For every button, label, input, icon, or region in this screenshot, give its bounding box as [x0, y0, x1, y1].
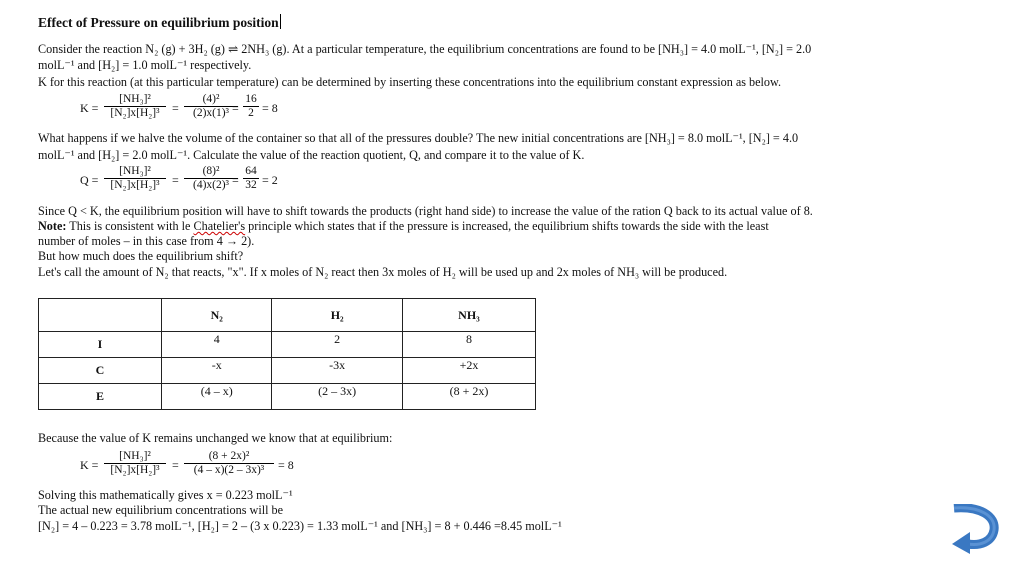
eq2-num1: [NH₃]²	[104, 165, 166, 179]
eq2-den2: (4)x(2)³	[192, 179, 230, 191]
row-label: I	[39, 332, 162, 358]
table-header-cell: H₂	[272, 299, 403, 332]
eq2-num3: 64	[243, 165, 259, 179]
eq3-lhs: K =	[80, 458, 99, 472]
para5-line3: [N₂] = 4 – 0.223 = 3.78 molL⁻¹, [H₂] = 2 – (3 x 0.223) = 1.33 molL⁻¹ and [NH₃] = 8 + 0.446 =8.45 molL⁻¹	[38, 519, 562, 533]
eq3-den2: (4 – x)(2 – 3x)³	[193, 464, 265, 476]
table-cell: 4	[162, 332, 272, 358]
eq3-frac2	[184, 450, 274, 477]
table-header-row	[39, 299, 536, 332]
return-arrow-icon	[950, 504, 1000, 556]
table-cell: (8 + 2x)	[402, 384, 535, 410]
eq2-eq-b: =	[232, 173, 239, 187]
text-cursor	[280, 14, 281, 29]
table-row	[39, 332, 536, 358]
page-title: Effect of Pressure on equilibrium position	[38, 15, 279, 30]
eq3-eq-a: =	[172, 458, 179, 472]
ice-table	[38, 298, 536, 410]
eq3-num1: [NH₃]²	[104, 450, 166, 464]
note-text-a: This is consistent with le	[66, 219, 194, 233]
eq2-frac3	[243, 165, 259, 192]
para4-line1: Because the value of K remains unchanged we know that at equilibrium:	[38, 431, 393, 445]
table-cell: 8	[402, 332, 535, 358]
para3-note-line	[38, 219, 769, 233]
table-header-cell	[39, 299, 162, 332]
eq2-den3: 32	[245, 179, 257, 191]
eq2-eq-a: =	[172, 173, 179, 187]
table-header-cell: NH₃	[402, 299, 535, 332]
table-row	[39, 358, 536, 384]
eq1-result: = 8	[262, 101, 278, 115]
eq2-den1: [N₂]x[H₂]³	[110, 179, 160, 191]
eq3-result: = 8	[278, 458, 294, 472]
eq1-den2: (2)x(1)³	[192, 107, 230, 119]
table-row	[39, 384, 536, 410]
row-label: E	[39, 384, 162, 410]
table-cell: -x	[162, 358, 272, 384]
eq1-num2: (4)²	[184, 93, 238, 107]
note-spellcheck-word: Chatelier's	[193, 219, 246, 233]
para5-line1: Solving this mathematically gives x = 0.223 molL⁻¹	[38, 488, 293, 502]
table-cell: 2	[272, 332, 403, 358]
eq3-den1: [N₂]x[H₂]³	[110, 464, 160, 476]
note-label: Note:	[38, 219, 67, 233]
para2-line2: molL⁻¹ and [H₂] = 2.0 molL⁻¹. Calculate the value of the reaction quotient, Q, and compare it to the value of K.	[38, 148, 585, 162]
table-header-cell: N₂	[162, 299, 272, 332]
para3-line1: Since Q < K, the equilibrium position will have to shift towards the products (right hand side) to increase the value of the ration Q back to its actual value of 8.	[38, 204, 813, 218]
eq1-num1: [NH₃]²	[104, 93, 166, 107]
eq1-frac3	[243, 93, 259, 120]
para1-line1: Consider the reaction N₂ (g) + 3H₂ (g) ⇌ 2NH₃ (g). At a particular temperature, the equilibrium concentrations are found to be [NH₃] = 4.0 molL⁻¹, [N₂] = 2.0	[38, 42, 812, 56]
eq3-num2: (8 + 2x)²	[184, 450, 274, 464]
para3-line4: But how much does the equilibrium shift?	[38, 249, 244, 263]
para1-line2: molL⁻¹ and [H₂] = 1.0 molL⁻¹ respectively.	[38, 58, 252, 72]
table-cell: +2x	[402, 358, 535, 384]
eq1-eq-b: =	[232, 101, 239, 115]
row-label: C	[39, 358, 162, 384]
note-text-b: principle which states that if the pressure is increased, the equilibrium shifts towards the side with the least	[245, 219, 769, 233]
eq1-frac1	[104, 93, 166, 120]
eq2-frac1	[104, 165, 166, 192]
eq2-lhs: Q =	[80, 173, 99, 187]
eq1-num3: 16	[243, 93, 259, 107]
eq1-frac2	[184, 93, 238, 120]
table-cell: -3x	[272, 358, 403, 384]
return-button[interactable]	[950, 504, 1000, 556]
para3-line5: Let's call the amount of N₂ that reacts, "x". If x moles of N₂ react then 3x moles of H₂ will be used up and 2x moles of NH₃ will be produced.	[38, 265, 728, 279]
para1-line3: K for this reaction (at this particular temperature) can be determined by inserting these concentrations into the equilibrium constant expression as below.	[38, 75, 782, 89]
para2-line1: What happens if we halve the volume of the container so that all of the pressures double? The new initial concentrations are [NH₃] = 8.0 molL⁻¹, [N₂] = 4.0	[38, 131, 799, 145]
para5-line2: The actual new equilibrium concentrations will be	[38, 503, 284, 517]
eq3-frac1	[104, 450, 166, 477]
para3-line3: number of moles – in this case from 4 → 2).	[38, 234, 255, 248]
eq2-frac2	[184, 165, 238, 192]
table-cell: (2 – 3x)	[272, 384, 403, 410]
eq2-result: = 2	[262, 173, 278, 187]
table-cell: (4 – x)	[162, 384, 272, 410]
eq2-num2: (8)²	[184, 165, 238, 179]
eq1-den1: [N₂]x[H₂]³	[110, 107, 160, 119]
eq1-den3: 2	[248, 107, 254, 119]
eq1-lhs: K =	[80, 101, 99, 115]
eq1-eq-a: =	[172, 101, 179, 115]
